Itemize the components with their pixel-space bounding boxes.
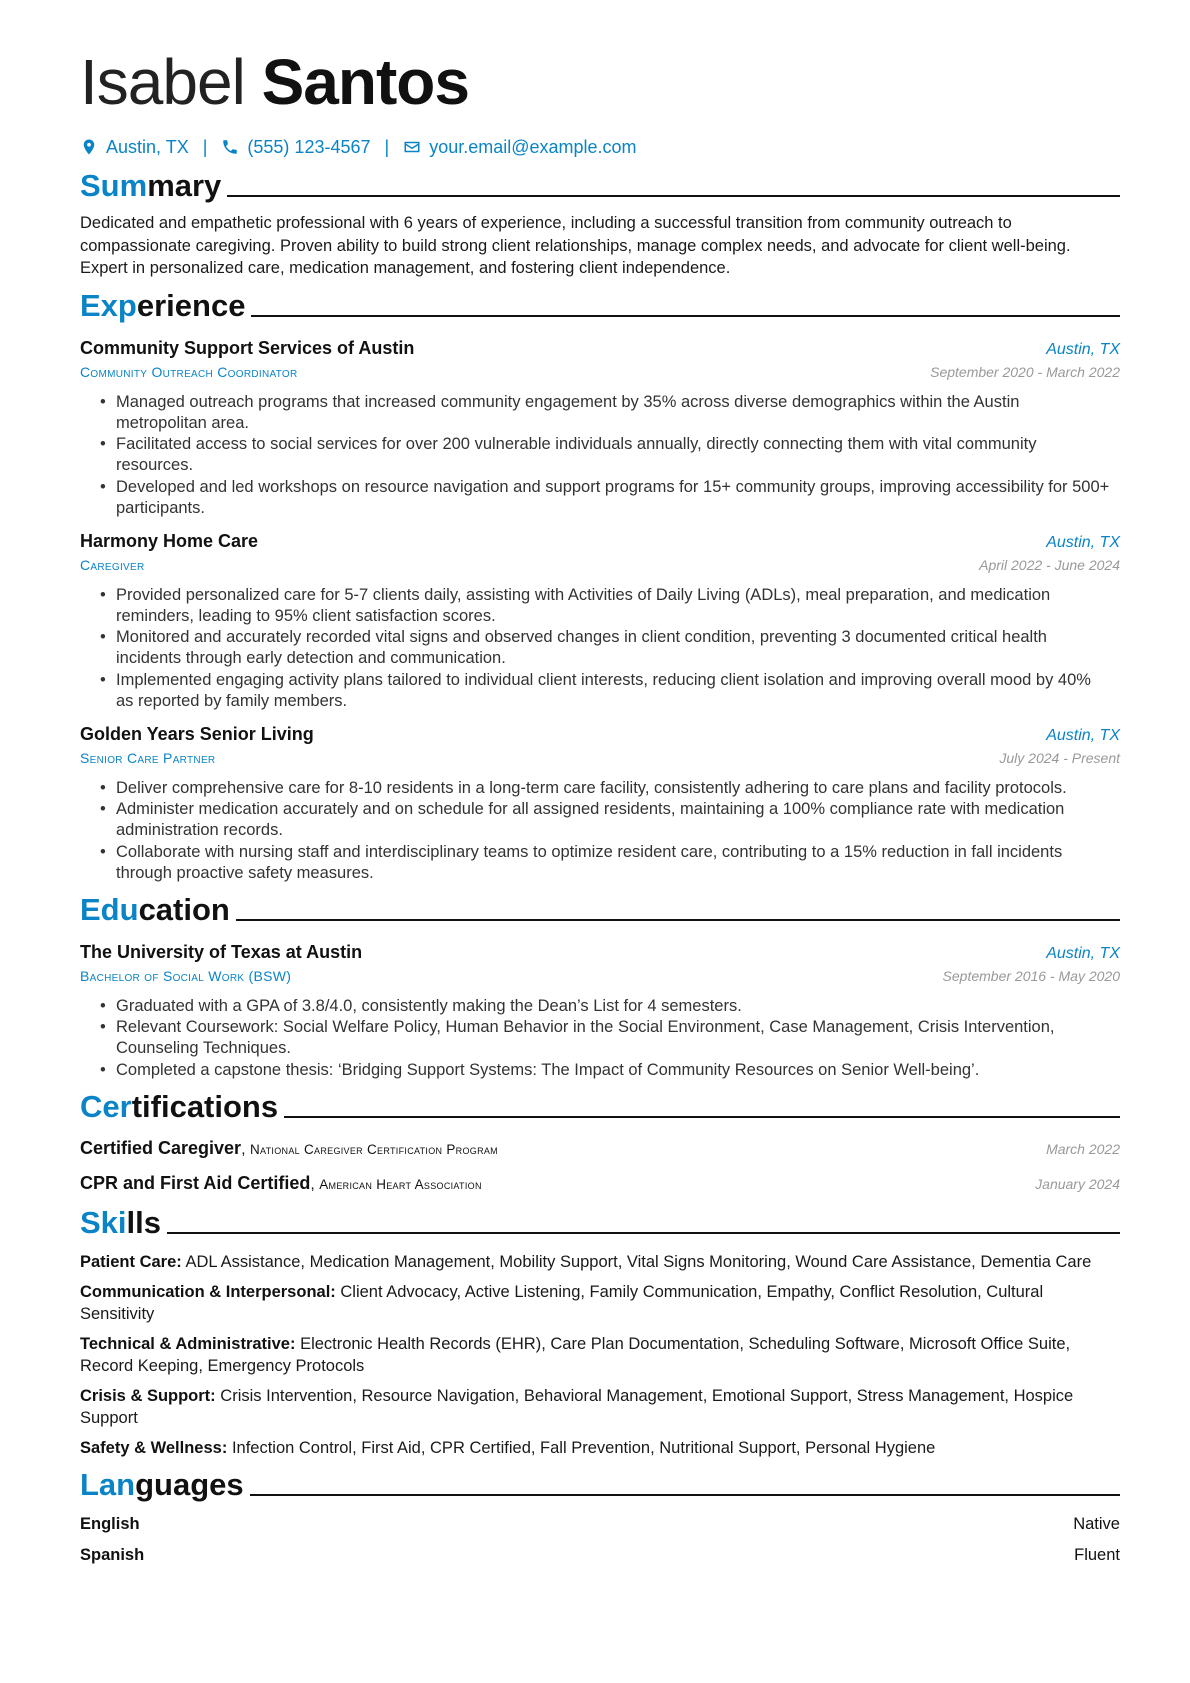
- certification-issuer: National Caregiver Certification Program: [249, 1141, 498, 1157]
- section-rule: [236, 919, 1120, 921]
- section-rule: [251, 315, 1120, 317]
- title-rest: erience: [136, 287, 246, 323]
- bullet-list: [80, 392, 1120, 519]
- language-level: Native: [1073, 1514, 1120, 1533]
- certification-name: Certified Caregiver: [80, 1137, 242, 1158]
- bullet-item: • Completed a capstone thesis: ‘Bridging Support Systems: The Impact of Community Resources on Senior Well-being’.: [116, 1060, 1120, 1081]
- certification-item: CPR and First Aid Certified, American Heart Association January 2024: [80, 1172, 1120, 1193]
- candidate-name: [80, 44, 1120, 120]
- bullet-item: • Implemented engaging activity plans tailored to individual client interests, reducing client isolation and improving overall mood by 40% as reported by family members.: [116, 670, 1120, 712]
- section-rule: [250, 1494, 1120, 1496]
- section-heading: [80, 1203, 1120, 1243]
- contact-email[interactable]: [403, 137, 636, 158]
- bullet-item: • Collaborate with nursing staff and interdisciplinary teams to optimize resident care, contributing to a 15% reduction in fall incidents through proactive safety measures.: [116, 842, 1120, 884]
- skill-group: [80, 1281, 1120, 1325]
- title-accent: Cer: [80, 1088, 132, 1124]
- certification-issuer: American Heart Association: [319, 1176, 482, 1192]
- title-rest: guages: [135, 1466, 244, 1502]
- contact-phone[interactable]: [221, 137, 370, 158]
- language-name: English: [80, 1514, 140, 1533]
- phone-icon: [221, 138, 239, 156]
- bullet-item: • Developed and led workshops on resource navigation and support programs for 15+ community groups, improving accessibility for 500+ participants.: [116, 477, 1120, 519]
- certification-date: March 2022: [1046, 1140, 1120, 1157]
- bullet-list: [80, 585, 1120, 712]
- skill-category: Patient Care:: [80, 1252, 182, 1271]
- title-accent: Ski: [80, 1204, 127, 1240]
- bullet-item: • Managed outreach programs that increased community engagement by 35% across diverse demographics within the Austin metropolitan area.: [116, 392, 1120, 434]
- envelope-icon: [403, 138, 421, 156]
- title-rest: lls: [126, 1204, 161, 1240]
- job-title: Caregiver: [80, 556, 145, 573]
- school-name: The University of Texas at Austin: [80, 941, 363, 962]
- certification-date: January 2024: [1035, 1175, 1120, 1192]
- entry-dates: July 2024 - Present: [999, 749, 1120, 766]
- job-title: Community Outreach Coordinator: [80, 363, 298, 380]
- job-title: Senior Care Partner: [80, 749, 216, 766]
- skill-category: Technical & Administrative:: [80, 1334, 296, 1353]
- section-heading: [80, 286, 1120, 326]
- entry-dates: September 2020 - March 2022: [930, 363, 1120, 380]
- entry-location: Austin, TX: [1046, 533, 1120, 551]
- skill-list: Infection Control, First Aid, CPR Certified, Fall Prevention, Nutritional Support, Personal Hygiene: [231, 1438, 936, 1457]
- skill-list: Client Advocacy, Active Listening, Family Communication, Empathy, Conflict Resolution, Cultural Sensitivity: [80, 1282, 1044, 1323]
- experience-entry: [80, 722, 1120, 884]
- skill-group: [80, 1385, 1120, 1429]
- skill-category: Safety & Wellness:: [80, 1438, 228, 1457]
- bullet-list: [80, 996, 1120, 1081]
- language-item: [80, 1513, 1120, 1536]
- bullet-item: • Monitored and accurately recorded vital signs and observed changes in client condition, preventing 3 documented critical health incidents through early detection and communication.: [116, 627, 1120, 669]
- last-name: Santos: [261, 46, 469, 118]
- degree-title: Bachelor of Social Work (BSW): [80, 967, 292, 984]
- experience-section: [80, 286, 1120, 884]
- section-rule: [284, 1116, 1120, 1118]
- section-heading: [80, 1087, 1120, 1127]
- skill-category: Communication & Interpersonal:: [80, 1282, 336, 1301]
- skill-list: Crisis Intervention, Resource Navigation, Behavioral Management, Emotional Support, Stress Management, Hospice Support: [80, 1386, 1074, 1427]
- employer-name: Harmony Home Care: [80, 530, 259, 551]
- employer-name: Community Support Services of Austin: [80, 337, 415, 358]
- skills-section: [80, 1203, 1120, 1459]
- skill-list: ADL Assistance, Medication Management, Mobility Support, Vital Signs Monitoring, Wound Care Assistance, Dementia Care: [185, 1252, 1092, 1271]
- section-heading: [80, 166, 1120, 206]
- bullet-item: • Administer medication accurately and on schedule for all assigned residents, maintaining a 100% compliance rate with medication administration records.: [116, 799, 1120, 841]
- bullet-list: [80, 778, 1120, 884]
- first-name: Isabel: [80, 46, 245, 118]
- bullet-item: • Relevant Coursework: Social Welfare Policy, Human Behavior in the Social Environment, Case Management, Crisis Intervention, Counseling Techniques.: [116, 1017, 1120, 1059]
- certification-name: CPR and First Aid Certified: [80, 1172, 311, 1193]
- contact-separator: |: [202, 136, 208, 157]
- title-accent: Edu: [80, 891, 139, 927]
- contact-location: [80, 137, 189, 158]
- entry-dates: September 2016 - May 2020: [942, 967, 1120, 984]
- certifications-section: [80, 1087, 1120, 1197]
- skill-group: [80, 1251, 1120, 1273]
- location-text: Austin, TX: [106, 136, 189, 157]
- email-text: your.email@example.com: [429, 136, 637, 157]
- phone-text: (555) 123-4567: [247, 136, 371, 157]
- entry-location: Austin, TX: [1046, 726, 1120, 744]
- contact-bar: [80, 134, 1120, 160]
- language-name: Spanish: [80, 1545, 145, 1564]
- summary-text: Dedicated and empathetic professional with 6 years of experience, including a successful transition from community outreach to compassionate caregiving. Proven ability to build strong client relationships, manage complex needs, and advocate for client well-being. Expert in personalized care, medication management, and fostering client independence.: [80, 214, 1071, 277]
- section-title: [80, 1087, 278, 1127]
- entry-dates: April 2022 - June 2024: [979, 556, 1120, 573]
- section-title: [80, 166, 221, 206]
- section-title: [80, 1465, 244, 1505]
- certification-item: Certified Caregiver, National Caregiver Certification Program March 2022: [80, 1137, 1120, 1158]
- summary-section: [80, 166, 1120, 280]
- skill-list: Electronic Health Records (EHR), Care Plan Documentation, Scheduling Software, Microsoft Office Suite, Record Keeping, Emergency Protocols: [80, 1334, 1071, 1375]
- title-rest: cation: [138, 891, 230, 927]
- title-rest: tifications: [131, 1088, 279, 1124]
- experience-entry: [80, 529, 1120, 712]
- experience-entry: [80, 336, 1120, 519]
- education-section: [80, 890, 1120, 1081]
- entry-location: Austin, TX: [1046, 340, 1120, 358]
- title-accent: Exp: [80, 287, 137, 323]
- employer-name: Golden Years Senior Living: [80, 723, 314, 744]
- bullet-item: • Deliver comprehensive care for 8-10 residents in a long-term care facility, consistently adhering to care plans and facility protocols.: [116, 778, 1120, 799]
- section-rule: [227, 195, 1120, 197]
- bullet-item: • Facilitated access to social services for over 200 vulnerable individuals annually, directly connecting them with vital community resources.: [116, 434, 1120, 476]
- entry-location: Austin, TX: [1046, 944, 1120, 962]
- title-accent: Lan: [80, 1466, 136, 1502]
- section-title: [80, 1203, 161, 1243]
- contact-separator: |: [384, 136, 390, 157]
- language-level: Fluent: [1074, 1545, 1120, 1564]
- bullet-item: • Provided personalized care for 5-7 clients daily, assisting with Activities of Daily Living (ADLs), meal preparation, and medication reminders, leading to 95% client satisfaction scores.: [116, 585, 1120, 627]
- section-heading: [80, 890, 1120, 930]
- location-pin-icon: [80, 138, 98, 156]
- bullet-item: • Graduated with a GPA of 3.8/4.0, consistently making the Dean’s List for 4 semesters.: [116, 996, 1120, 1017]
- section-title: [80, 890, 230, 930]
- languages-section: [80, 1465, 1120, 1567]
- section-heading: [80, 1465, 1120, 1505]
- language-item: [80, 1544, 1120, 1567]
- title-accent: Sum: [80, 168, 148, 203]
- skill-group: [80, 1437, 1120, 1459]
- education-entry: [80, 940, 1120, 1081]
- skill-group: [80, 1333, 1120, 1377]
- title-rest: mary: [147, 168, 222, 203]
- section-title: [80, 286, 245, 326]
- skill-category: Crisis & Support:: [80, 1386, 216, 1405]
- section-rule: [167, 1232, 1120, 1234]
